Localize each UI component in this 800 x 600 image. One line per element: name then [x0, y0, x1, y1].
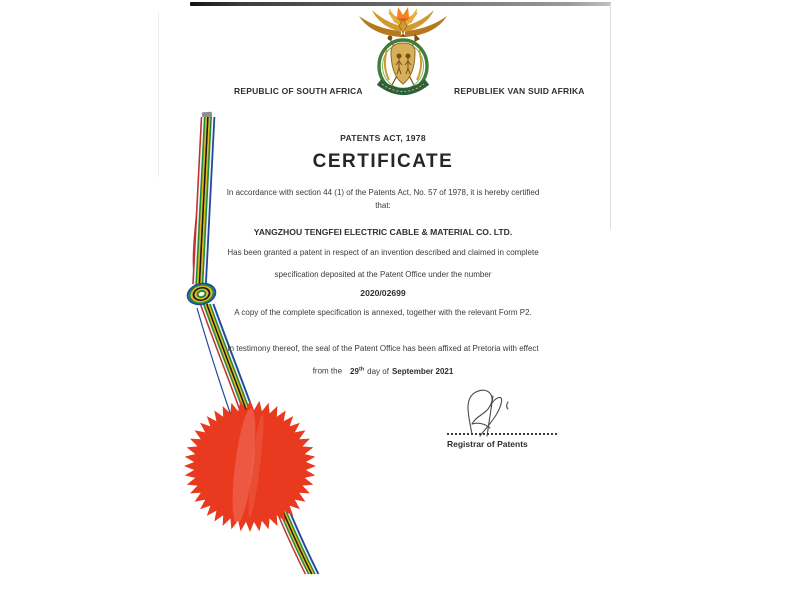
shield-icon — [391, 43, 415, 84]
tusk-left-icon — [385, 50, 389, 80]
scan-edge-left — [158, 12, 159, 177]
registrar-signature — [438, 384, 534, 440]
patent-number: 2020/02699 — [360, 288, 406, 298]
date-day-suffix: th — [358, 366, 365, 372]
patent-office-seal — [182, 398, 318, 534]
country-name-afrikaans: REPUBLIEK VAN SUID AFRIKA — [454, 86, 585, 96]
signature-label: Registrar of Patents — [447, 439, 528, 449]
grantee-name: YANGZHOU TENGFEI ELECTRIC CABLE & MATERIAL CO. LTD. — [253, 227, 513, 237]
intro-line-1: In accordance with section 44 (1) of the Patents Act, No. 57 of 1978, it is hereby certified — [226, 188, 540, 197]
signature-dotted-line — [447, 433, 557, 435]
date-day: 29th — [350, 366, 365, 376]
date-middle: day of — [367, 366, 389, 376]
document-title: CERTIFICATE — [312, 151, 454, 172]
ribbon-tip — [202, 112, 212, 119]
testimony-line: In testimony thereof, the seal of the Patent Office has been affixed at Pretoria with effect — [227, 344, 539, 353]
south-africa-coat-of-arms-icon — [353, 6, 453, 102]
grant-line-2: specification deposited at the Patent Office under the number — [274, 270, 492, 279]
tusk-right-icon — [417, 50, 421, 80]
date-value: September 2021 — [391, 366, 454, 376]
intro-line-2: that: — [375, 201, 391, 210]
country-name-english: REPUBLIC OF SOUTH AFRICA — [234, 86, 363, 96]
annex-line: A copy of the complete specification is annexed, together with the relevant Form P2. — [234, 308, 532, 317]
grant-line-1: Has been granted a patent in respect of an invention described and claimed in complete — [227, 248, 539, 257]
act-title: PATENTS ACT, 1978 — [340, 133, 426, 143]
effective-date-line — [152, 364, 614, 377]
date-prefix: from the — [312, 366, 343, 376]
